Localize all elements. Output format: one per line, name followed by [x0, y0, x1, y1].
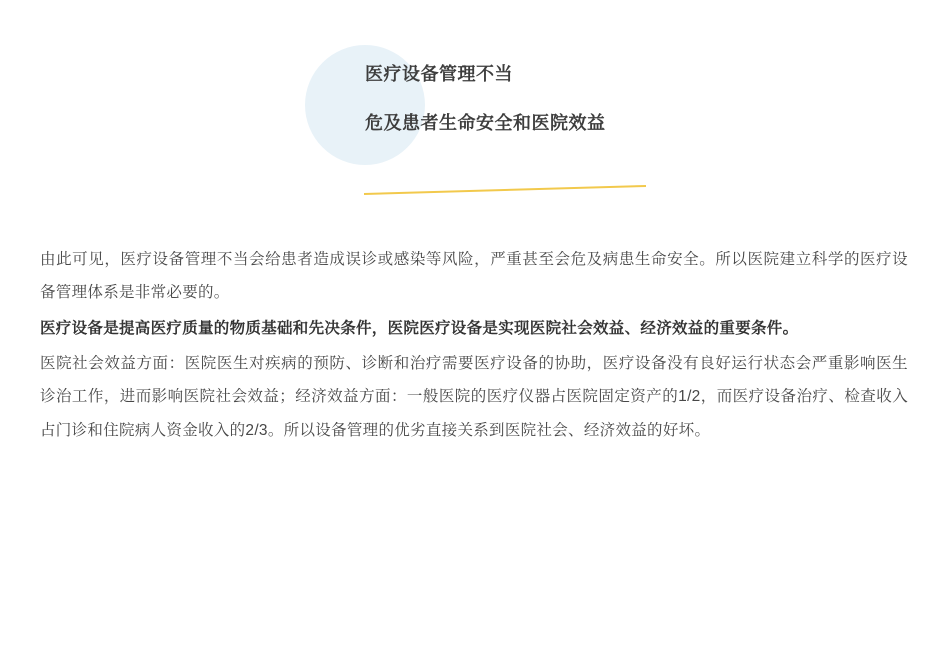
page-title-line-2: 危及患者生命安全和医院效益: [365, 113, 606, 134]
paragraph: 医疗设备是提高医疗质量的物质基础和先决条件，医院医疗设备是实现医院社会效益、经济效益的重要条件。: [40, 319, 799, 337]
article-header: [0, 0, 945, 212]
page-title-line-1: 医疗设备管理不当: [365, 64, 513, 84]
article-body: [40, 243, 908, 449]
paragraph: 医院社会效益方面：医院医生对疾病的预防、诊断和治疗需要医疗设备的协助，医疗设备没有良好运行状态会严重影响医生诊治工作，进而影响医院社会效益；经济效益方面：一般医院的医疗仪器占医院固定资产的1/2，而医疗设备治疗、检查收入占门诊和住院病人资金收入的2/3。所以设备管理的优劣直接关系到医院社会、经济效益的好坏。: [40, 354, 908, 439]
paragraph: 由此可见，医疗设备管理不当会给患者造成误诊或感染等风险，严重甚至会危及病患生命安全。所以医院建立科学的医疗设备管理体系是非常必要的。: [40, 251, 908, 302]
title-underline-decoration: [363, 185, 647, 195]
header-title-block: [365, 62, 885, 136]
